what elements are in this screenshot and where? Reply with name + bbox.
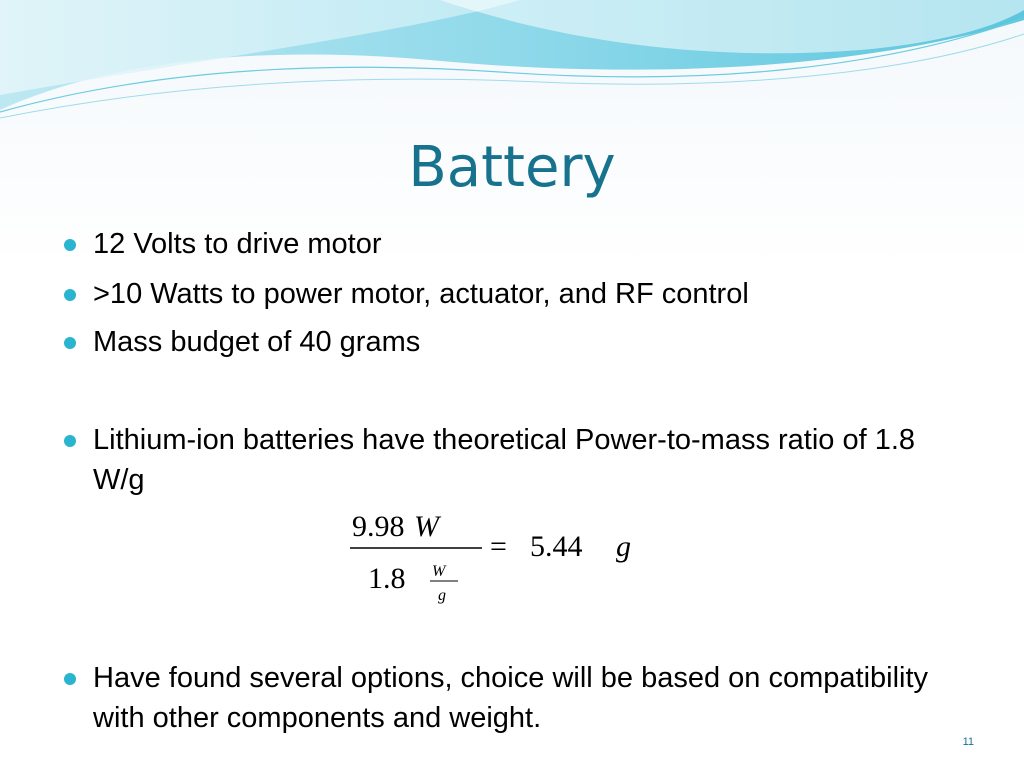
formula-denominator-value: 1.8: [368, 562, 406, 595]
bullet-text: Have found several options, choice will be based on compatibility with other components and weight.: [93, 662, 929, 734]
formula-numerator-unit: W: [414, 510, 439, 543]
bullet-dot-icon: [64, 289, 76, 301]
formula-equals: =: [490, 530, 507, 563]
slide-number: 11: [962, 736, 974, 748]
bullet-text: Lithium-ion batteries have theoretical Power-to-mass ratio of 1.8 W/g: [93, 424, 916, 496]
formula-denominator-unit-bottom: g: [438, 587, 446, 604]
slide-title: Battery: [408, 135, 616, 200]
bullet-dot-icon: [64, 337, 76, 349]
bullet-dot-icon: [64, 435, 76, 447]
bullet-item: [60, 420, 940, 500]
bullet-item: [60, 224, 940, 264]
bullet-text: >10 Watts to power motor, actuator, and RF control: [93, 278, 749, 310]
formula-denominator-unit-top: W: [432, 563, 446, 580]
formula-result-value: 5.44: [530, 530, 583, 563]
formula-numerator-value: 9.98: [352, 510, 405, 543]
bullet-dot-icon: [64, 239, 76, 251]
bullet-text: 12 Volts to drive motor: [93, 228, 382, 260]
header-wave-decoration: [0, 0, 1024, 130]
bullet-item: [60, 658, 940, 738]
bullet-text: Mass budget of 40 grams: [93, 326, 421, 358]
formula-result-unit: g: [616, 530, 631, 563]
bullet-dot-icon: [64, 673, 76, 685]
bullet-item: [60, 322, 940, 362]
bullet-item: [60, 274, 940, 314]
mass-formula: [340, 500, 660, 620]
